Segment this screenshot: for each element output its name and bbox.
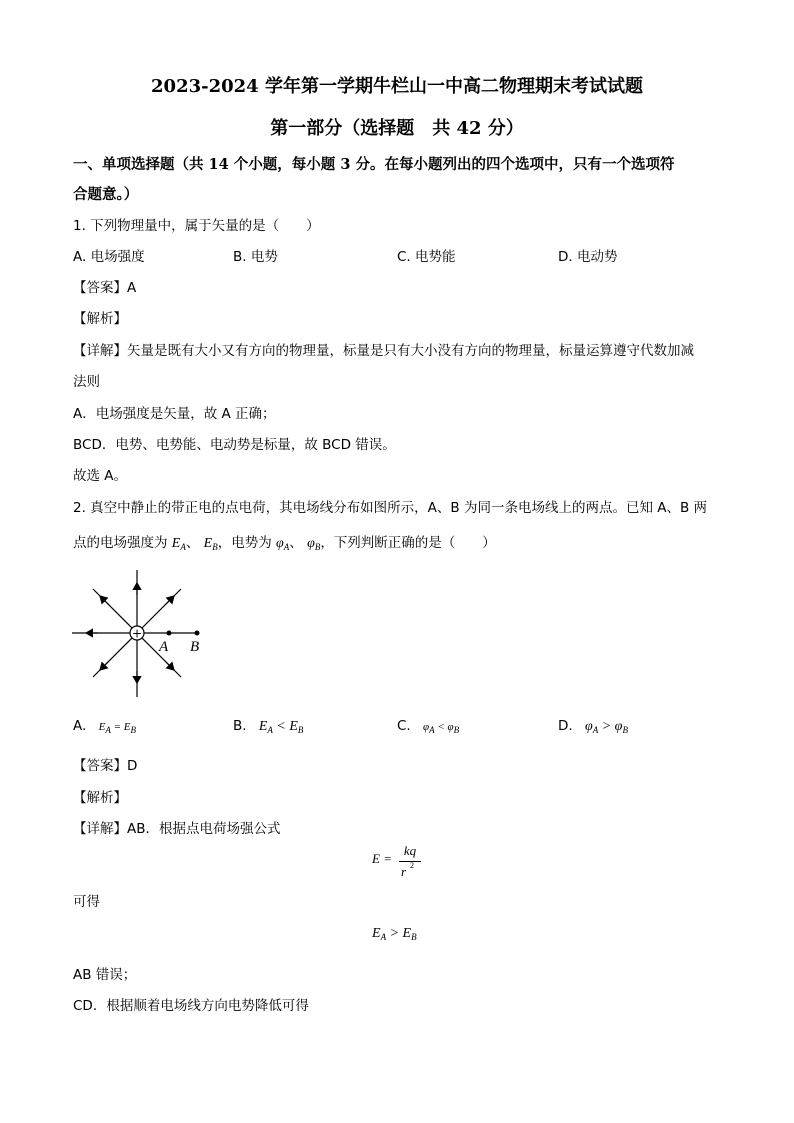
q1-analysis-label: 【解析】	[73, 311, 127, 327]
q1-line-bcd: BCD．电势、电势能、电动势是标量，故 BCD 错误。	[73, 437, 396, 453]
q2-ab-wrong: AB 错误；	[73, 967, 137, 983]
q2-analysis-label: 【解析】	[73, 790, 127, 806]
q2-detail: 【详解】AB．根据点电荷场强公式	[73, 821, 281, 837]
q2-stem-line2	[73, 531, 496, 552]
q2-option-d: D. $\varphi_A > \varphi_B$	[558, 718, 628, 735]
q1-option-a: A. 电场强度	[73, 249, 145, 265]
q2-option-b: B. $E_A < E_B$	[233, 718, 304, 735]
q2-option-a: A. $E_A = E_B$	[73, 718, 136, 735]
q2-kede: 可得	[73, 894, 100, 910]
part-title: 第一部分（选择题 共 42 分）	[270, 118, 524, 139]
q1-stem: 1. 下列物理量中，属于矢量的是（ ）	[73, 218, 320, 234]
q1-option-d: D. 电动势	[558, 249, 618, 265]
section-header-line1: 一、单项选择题（共 14 个小题，每小题 3 分。在每小题列出的四个选项中，只有一个选项符	[73, 156, 675, 173]
label-a: A	[159, 639, 169, 655]
q2-stem-text-a: 点的电场强度为	[73, 535, 168, 551]
section-header-line2: 合题意。）	[73, 186, 139, 203]
label-b: B	[190, 639, 200, 655]
formula-1-denominator: r	[401, 864, 407, 879]
charge-sign: +	[131, 626, 143, 641]
q1-detail-line2: 法则	[73, 374, 100, 390]
field-lines-figure	[68, 565, 208, 700]
formula-1-numerator: kq	[403, 843, 417, 858]
q1-option-b: B. 电势	[233, 249, 278, 265]
field-line-downleft	[93, 633, 137, 677]
q2-cd-line: CD．根据顺着电场线方向电势降低可得	[73, 998, 309, 1014]
q2-answer: 【答案】D	[73, 758, 138, 774]
q2-option-c: C. $\varphi_A < \varphi_B$	[397, 718, 460, 735]
q2-sep-1: 、	[185, 535, 200, 551]
q2-sep-2: 、	[289, 535, 303, 551]
q1-option-c: C. 电势能	[397, 249, 456, 265]
formula-1-lhs: E =	[372, 851, 392, 866]
q2-phia-symbol: $\varphi_A$	[276, 536, 290, 552]
q2-stem-text-b: ，电势为	[217, 535, 272, 551]
q2-eb-symbol: $E_B$	[203, 536, 218, 552]
q2-phib-symbol: $\varphi_B$	[307, 536, 321, 552]
exam-title: 2023-2024 学年第一学期牛栏山一中高二物理期末考试试题	[151, 76, 643, 97]
point-a	[167, 631, 172, 636]
q2-ea-symbol: $E_A$	[171, 536, 186, 552]
q2-stem-text-c: ，下列判断正确的是（ ）	[320, 535, 496, 551]
field-line-upleft	[93, 589, 137, 633]
q1-detail-line1: 【详解】矢量是既有大小又有方向的物理量，标量是只有大小没有方向的物理量，标量运算遵守代数加减	[73, 343, 694, 359]
q1-line-a: A．电场强度是矢量，故 A 正确；	[73, 406, 276, 422]
point-b	[195, 631, 200, 636]
formula-1-exponent: 2	[410, 861, 414, 870]
q2-stem-line1: 2. 真空中静止的带正电的点电荷，其电场线分布如图所示，A、B 为同一条电场线上的两点。已知 A、B 两	[73, 500, 708, 516]
q1-conclusion: 故选 A。	[73, 468, 128, 484]
formula-2: $E_A > E_B$	[372, 926, 417, 942]
q1-answer: 【答案】A	[73, 280, 137, 296]
field-line-upright	[137, 589, 181, 633]
